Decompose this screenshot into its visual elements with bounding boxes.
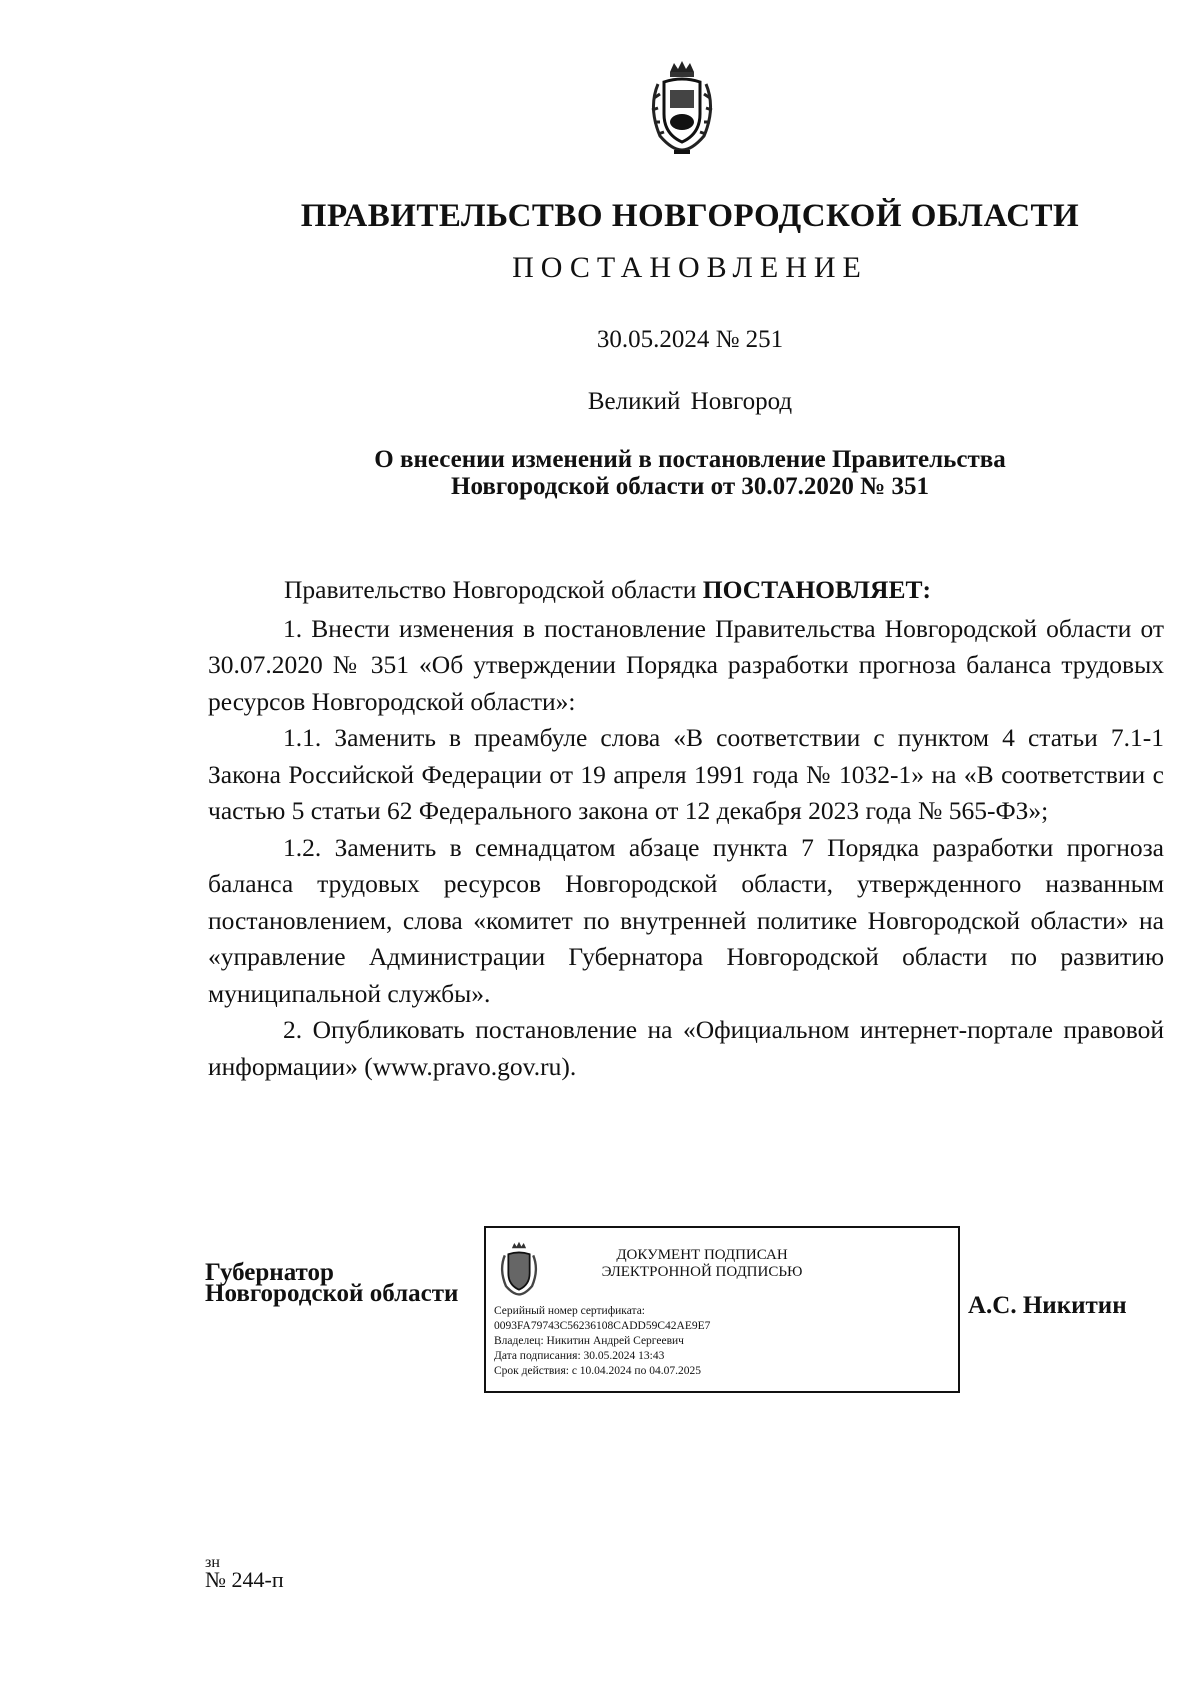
intro-decree-word: ПОСТАНОВЛЯЕТ: — [702, 575, 931, 604]
body-paragraph: 1.2. Заменить в семнадцатом абзаце пункта 7 Порядка разработки прогноза баланса трудовых ресурсов Новгородской области, утвержденного названным постановлением, слова «комитет по внутренней политике Новгородской области» на «управление Администрации Губернатора Новгородской области по развитию муниципальной службы». — [208, 832, 1164, 1008]
stamp-cert-label: Серийный номер сертификата: — [494, 1305, 645, 1317]
signer-position-line: Новгородской области — [205, 1280, 459, 1307]
document-footer — [205, 1554, 284, 1592]
document-city: Великий Новгород — [587, 388, 793, 415]
stamp-signed-date: Дата подписания: 30.05.2024 13:43 — [494, 1350, 665, 1362]
intro-text: Правительство Новгородской области — [284, 575, 703, 604]
coat-of-arms-icon — [644, 58, 720, 156]
subject-line: Новгородской области от 30.07.2020 № 351 — [451, 473, 929, 500]
body-paragraph: 2. Опубликовать постановление на «Официальном интернет-портале правовой информации» (www.pravo.gov.ru). — [208, 1015, 1164, 1081]
body-paragraph: 1.1. Заменить в преамбуле слова «В соответствии с пунктом 4 статьи 7.1-1 Закона Российской Федерации от 19 апреля 1991 года № 1032-1» на «В соответствии с частью 5 статьи 62 Федерального закона от 12 декабря 2023 года № 565-ФЗ»; — [208, 723, 1164, 825]
body-paragraph: 1. Внести изменения в постановление Правительства Новгородской области от 30.07.2020 № 351 «Об утверждении Порядка разработки прогноза баланса трудовых ресурсов Новгородской области»: — [208, 613, 1164, 716]
footer-code: зн — [205, 1554, 220, 1571]
signer-name: А.С. Никитин — [968, 1292, 1127, 1319]
stamp-validity: Срок действия: с 10.04.2024 по 04.07.2025 — [494, 1365, 701, 1377]
document-subject — [300, 446, 1080, 500]
intro-paragraph — [208, 572, 1164, 609]
electronic-signature-stamp — [484, 1226, 960, 1393]
signer-position-line: Губернатор — [205, 1259, 334, 1286]
stamp-owner: Владелец: Никитин Андрей Сергеевич — [494, 1335, 684, 1347]
coat-of-arms-icon — [496, 1240, 542, 1298]
stamp-details — [494, 1304, 710, 1379]
organization-title: ПРАВИТЕЛЬСТВО НОВГОРОДСКОЙ ОБЛАСТИ — [300, 198, 1080, 234]
document-body — [208, 572, 1164, 1085]
footer-reference: № 244-п — [205, 1567, 284, 1592]
document-date-number: 30.05.2024 № 251 — [596, 326, 784, 353]
stamp-heading-line: ЭЛЕКТРОННОЙ ПОДПИСЬЮ — [601, 1264, 803, 1280]
signer-position — [205, 1259, 459, 1307]
document-type: ПОСТАНОВЛЕНИЕ — [512, 251, 868, 284]
stamp-heading — [552, 1247, 852, 1281]
stamp-heading-line: ДОКУМЕНТ ПОДПИСАН — [616, 1247, 788, 1263]
subject-line: О внесении изменений в постановление Правительства — [374, 446, 1006, 473]
stamp-cert-number: 0093FA79743C56236108CADD59C42AE9E7 — [494, 1320, 711, 1332]
